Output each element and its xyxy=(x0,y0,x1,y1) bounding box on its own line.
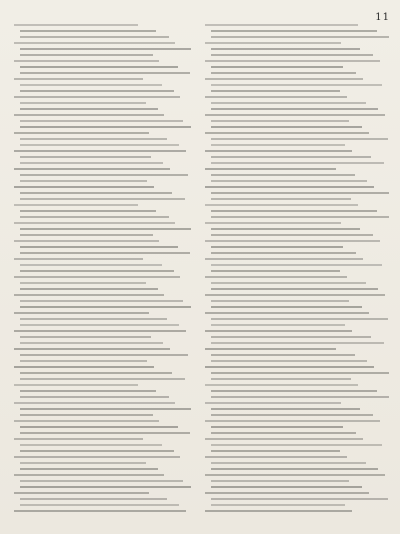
print-line xyxy=(20,72,190,74)
print-line xyxy=(20,126,191,128)
print-line xyxy=(211,282,366,284)
print-line xyxy=(205,438,363,440)
print-line xyxy=(205,204,358,206)
print-line xyxy=(14,402,175,404)
print-line xyxy=(211,468,378,470)
print-line xyxy=(211,48,360,50)
print-line xyxy=(205,78,363,80)
print-line xyxy=(205,24,358,26)
print-line xyxy=(14,60,159,62)
print-line xyxy=(211,102,366,104)
print-line xyxy=(205,510,352,512)
print-line xyxy=(20,174,188,176)
print-line xyxy=(20,354,188,356)
print-line xyxy=(211,408,360,410)
print-line xyxy=(211,216,389,218)
print-line xyxy=(20,228,191,230)
print-line xyxy=(20,390,156,392)
print-line xyxy=(20,306,191,308)
print-line xyxy=(14,78,143,80)
print-line xyxy=(20,252,190,254)
print-line xyxy=(211,324,345,326)
print-line xyxy=(211,378,351,380)
print-line xyxy=(211,300,349,302)
print-line xyxy=(14,312,149,314)
print-line xyxy=(211,288,378,290)
print-line xyxy=(211,306,362,308)
print-line xyxy=(205,492,369,494)
print-line xyxy=(211,486,362,488)
print-line xyxy=(20,480,183,482)
print-line xyxy=(14,384,138,386)
print-line xyxy=(20,36,169,38)
print-line xyxy=(14,240,159,242)
print-line xyxy=(14,24,138,26)
print-line xyxy=(20,102,146,104)
print-line xyxy=(20,210,156,212)
print-line xyxy=(20,288,158,290)
print-line xyxy=(211,66,343,68)
print-line xyxy=(211,450,340,452)
print-line xyxy=(211,90,340,92)
page-number: 11 xyxy=(375,12,390,23)
print-line xyxy=(20,84,162,86)
print-line xyxy=(205,96,347,98)
print-line xyxy=(211,192,389,194)
print-line xyxy=(20,144,179,146)
print-line xyxy=(211,234,373,236)
print-line xyxy=(211,108,378,110)
print-line xyxy=(211,180,367,182)
print-line xyxy=(205,312,369,314)
print-line xyxy=(205,132,369,134)
print-line xyxy=(205,258,363,260)
print-line xyxy=(205,384,358,386)
print-line xyxy=(211,246,343,248)
print-line xyxy=(14,456,180,458)
right-column xyxy=(205,16,389,516)
print-line xyxy=(14,258,143,260)
print-line xyxy=(211,162,384,164)
print-line xyxy=(20,30,156,32)
print-line xyxy=(20,324,179,326)
print-line xyxy=(20,54,153,56)
print-line xyxy=(20,246,178,248)
print-line xyxy=(211,252,356,254)
print-line xyxy=(205,168,336,170)
print-line xyxy=(211,156,371,158)
print-line xyxy=(20,432,190,434)
print-line xyxy=(14,114,164,116)
print-line xyxy=(20,300,183,302)
print-line xyxy=(20,108,158,110)
print-line xyxy=(20,180,147,182)
print-line xyxy=(205,276,347,278)
print-line xyxy=(20,282,146,284)
print-line xyxy=(205,366,374,368)
print-line xyxy=(20,318,167,320)
print-line xyxy=(20,138,167,140)
print-line xyxy=(205,186,374,188)
print-line xyxy=(205,402,341,404)
print-line xyxy=(211,426,343,428)
print-line xyxy=(20,162,163,164)
print-line xyxy=(211,360,367,362)
print-line xyxy=(20,408,191,410)
print-line xyxy=(205,348,336,350)
print-line xyxy=(211,210,377,212)
print-line xyxy=(14,132,149,134)
print-line xyxy=(14,168,170,170)
print-line xyxy=(211,198,351,200)
print-line xyxy=(20,264,162,266)
print-line xyxy=(14,474,164,476)
print-line xyxy=(211,270,340,272)
print-line xyxy=(211,336,371,338)
print-line xyxy=(205,42,341,44)
print-line xyxy=(20,414,153,416)
print-line xyxy=(14,420,159,422)
print-line xyxy=(205,222,341,224)
print-line xyxy=(211,228,360,230)
print-line xyxy=(20,48,191,50)
print-line xyxy=(205,420,380,422)
print-line xyxy=(205,474,385,476)
print-line xyxy=(20,462,146,464)
print-line xyxy=(14,438,143,440)
print-line xyxy=(205,330,352,332)
print-line xyxy=(211,138,388,140)
print-line xyxy=(20,450,174,452)
print-line xyxy=(205,294,385,296)
print-line xyxy=(20,336,151,338)
print-line xyxy=(20,342,163,344)
print-line xyxy=(20,192,172,194)
print-line xyxy=(211,144,345,146)
print-line xyxy=(14,330,186,332)
print-line xyxy=(211,84,382,86)
print-line xyxy=(14,348,170,350)
print-line xyxy=(20,504,179,506)
print-line xyxy=(20,120,183,122)
print-line xyxy=(20,498,167,500)
print-line xyxy=(211,54,373,56)
print-line xyxy=(211,354,355,356)
print-line xyxy=(211,36,389,38)
print-line xyxy=(14,42,175,44)
print-line xyxy=(20,486,191,488)
print-line xyxy=(14,96,180,98)
print-line xyxy=(211,264,382,266)
print-line xyxy=(211,390,377,392)
print-line xyxy=(205,60,380,62)
print-line xyxy=(20,270,174,272)
print-line xyxy=(211,414,373,416)
print-line xyxy=(211,444,382,446)
print-line xyxy=(20,426,178,428)
print-line xyxy=(20,378,185,380)
print-line xyxy=(211,504,345,506)
print-line xyxy=(205,240,380,242)
print-line xyxy=(211,432,356,434)
print-line xyxy=(20,360,147,362)
print-line xyxy=(20,90,174,92)
print-line xyxy=(211,318,388,320)
print-line xyxy=(14,276,180,278)
print-line xyxy=(20,156,151,158)
print-line xyxy=(20,468,158,470)
print-line xyxy=(20,234,153,236)
print-line xyxy=(211,174,355,176)
print-line xyxy=(211,120,349,122)
print-line xyxy=(205,456,347,458)
print-line xyxy=(20,396,169,398)
print-line xyxy=(20,444,162,446)
left-column xyxy=(14,16,191,516)
print-line xyxy=(211,498,388,500)
print-line xyxy=(14,294,164,296)
print-line xyxy=(14,186,154,188)
print-line xyxy=(211,342,384,344)
print-line xyxy=(14,204,138,206)
print-line xyxy=(205,150,352,152)
print-line xyxy=(211,462,366,464)
print-line xyxy=(211,72,356,74)
print-line xyxy=(14,150,186,152)
print-line xyxy=(20,66,178,68)
print-line xyxy=(205,114,385,116)
print-line xyxy=(14,492,149,494)
print-line xyxy=(211,480,349,482)
print-line xyxy=(20,372,172,374)
print-line xyxy=(20,216,169,218)
print-line xyxy=(211,372,389,374)
print-line xyxy=(211,396,389,398)
print-line xyxy=(211,126,362,128)
print-line xyxy=(14,510,186,512)
print-line xyxy=(211,30,377,32)
print-line xyxy=(14,366,154,368)
print-line xyxy=(14,222,175,224)
print-line xyxy=(20,198,185,200)
